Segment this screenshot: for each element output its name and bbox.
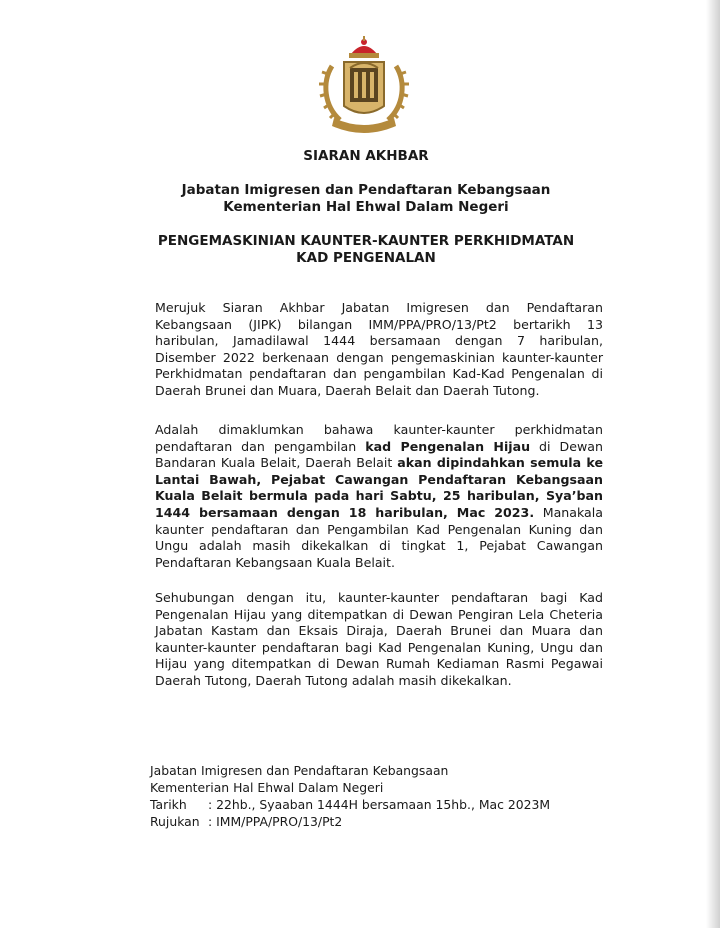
paragraph-2-text-c: di Dewan Bandaran Kuala Belait, Daerah Belait [155,438,603,471]
brunei-crest-icon [318,36,410,134]
reference-value: : IMM/PPA/PRO/13/Pt2 [208,814,343,829]
paragraph-1: Merujuk Siaran Akhbar Jabatan Imigresen dan Pendaftaran Kebangsaan (JIPK) bilangan IMM/PPA/PRO/13/Pt2 bertarikh 13 haribulan, Jamadilawal 1444 bersamaan dengan 7 haribulan, Disember 2022 berkenaan dengan pengemaskinian kaunter-kaunter Perkhidmatan pendaftaran dan pengambilan Kad-Kad Pengenalan di Daerah Brunei dan Muara, Daerah Belait dan Daerah Tutong. [155,300,603,398]
subject-line-1: PENGEMASKINIAN KAUNTER-KAUNTER PERKHIDMATAN [157,233,575,249]
paragraph-3: Sehubungan dengan itu, kaunter-kaunter pendaftaran bagi Kad Pengenalan Hijau yang ditempatkan di Dewan Pengiran Lela Cheteria Jabatan Kastam dan Eksais Diraja, Daerah Brunei dan Muara dan kaunter-kaunter pendaftaran bagi Kad Pengenalan Kuning, Ungu dan Hijau yang ditempatkan di Dewan Rumah Kediaman Rasmi Pegawai Daerah Tutong, Daerah Tutong adalah masih dikekalkan. [155,590,603,688]
signature-block [150,762,550,830]
footer-date-row [150,796,550,813]
paragraph-2 [155,422,603,571]
subject-heading [6,233,720,267]
paragraph-2-bold-relocation: akan dipindahkan semula ke Lantai Bawah, Pejabat Cawangan Pendaftaran Kebangsaan Kuala Belait bermula pada hari Sabtu, 25 haribulan, Sya’ban 1444 bersamaan dengan 18 haribulan, Mac 2023. [155,455,603,520]
page-edge-shadow [706,0,720,928]
paragraph-2-bold-card: kad Pengenalan Hijau [365,438,531,454]
department-name: Jabatan Imigresen dan Pendaftaran Kebangsaan [181,182,551,198]
date-value: : 22hb., Syaaban 1444H bersamaan 15hb., Mac 2023M [208,797,551,812]
footer-ministry: Kementerian Hal Ehwal Dalam Negeri [150,780,384,795]
footer-department: Jabatan Imigresen dan Pendaftaran Kebangsaan [150,763,449,778]
subject-line-2: KAD PENGENALAN [296,250,436,266]
press-release-heading [6,148,720,165]
page-title: SIARAN AKHBAR [303,148,429,164]
reference-label: Rujukan [150,814,200,829]
department-heading [6,182,720,216]
paragraph-2-text-e: Manakala kaunter pendaftaran dan Pengambilan Kad Pengenalan Kuning dan Ungu adalah masih dikekalkan di tingkat 1, Pejabat Cawangan Pendaftaran Kebangsaan Kuala Belait. [155,504,603,570]
date-label: Tarikh [150,797,187,812]
ministry-name: Kementerian Hal Ehwal Dalam Negeri [223,199,509,215]
paragraph-2-text-a: Adalah dimaklumkan bahawa kaunter-kaunter perkhidmatan pendaftaran dan pengambilan [155,422,603,454]
footer-reference-row [150,813,550,830]
